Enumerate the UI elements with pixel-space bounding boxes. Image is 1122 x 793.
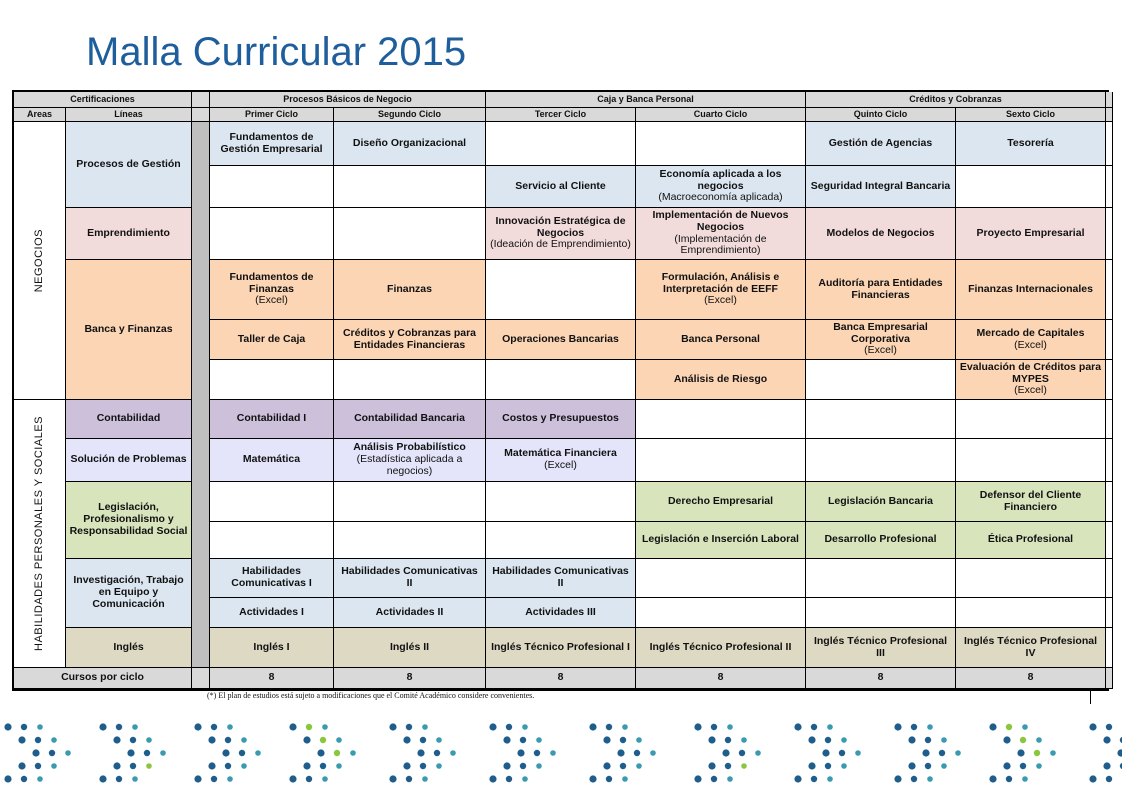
cell-text: Inglés I xyxy=(253,640,290,653)
course-cell xyxy=(636,320,806,360)
course-cell xyxy=(636,400,806,439)
course-cell xyxy=(334,628,486,668)
course-cell xyxy=(806,559,956,598)
course-note: (Ideación de Emprendimiento) xyxy=(490,238,631,251)
course-cell xyxy=(806,360,956,400)
cell-text: Matemática Financiera xyxy=(504,447,617,460)
cell-text: Banca y Finanzas xyxy=(84,322,173,335)
header-group xyxy=(14,92,192,108)
line-7 xyxy=(66,559,192,628)
course-cell xyxy=(210,439,334,482)
course-cell xyxy=(636,598,806,628)
course-cell xyxy=(334,598,486,628)
course-cell xyxy=(334,122,486,166)
cell-text: Seguridad Integral Bancaria xyxy=(810,179,951,192)
course-cell xyxy=(806,522,956,559)
course-cell xyxy=(210,122,334,166)
cell-text: Proyecto Empresarial xyxy=(976,226,1085,239)
cell-text: 8 xyxy=(717,671,724,684)
course-cell xyxy=(334,360,486,400)
course-cell xyxy=(486,360,636,400)
row-tail xyxy=(1106,360,1113,400)
course-cell xyxy=(636,439,806,482)
column-header xyxy=(210,108,334,122)
header-group xyxy=(806,92,1106,108)
course-cell xyxy=(956,208,1106,260)
course-cell xyxy=(956,598,1106,628)
course-cell xyxy=(806,400,956,439)
course-cell xyxy=(956,482,1106,522)
cell-text: Derecho Empresarial xyxy=(667,494,774,507)
course-cell xyxy=(806,208,956,260)
cell-text: Fundamentos de Gestión Empresarial xyxy=(220,130,323,155)
column-header xyxy=(956,108,1106,122)
course-note: (Excel) xyxy=(1014,338,1047,351)
course-cell xyxy=(334,208,486,260)
cell-text: Desarrollo Profesional xyxy=(824,533,937,546)
cell-text: 8 xyxy=(557,671,564,684)
footer-label xyxy=(14,668,192,689)
course-note: (Excel) xyxy=(704,294,737,307)
cell-text: Taller de Caja xyxy=(237,332,306,345)
cell-text: Inglés II xyxy=(389,640,430,653)
course-cell xyxy=(486,559,636,598)
area-label: NEGOCIOS xyxy=(33,228,46,293)
line-4 xyxy=(66,400,192,439)
cell-text: Contabilidad I xyxy=(236,412,307,425)
row-tail xyxy=(1106,559,1113,598)
cell-text: Legislación e Inserción Laboral xyxy=(642,533,799,546)
course-cell xyxy=(334,482,486,522)
cell-text: Finanzas Internacionales xyxy=(968,282,1093,295)
cell-text: Habilidades Comunicativas II xyxy=(492,565,629,589)
course-note: (Implementación de Emprendimiento) xyxy=(674,232,767,257)
line-1 xyxy=(66,122,192,208)
course-cell xyxy=(486,166,636,208)
area-habilidades xyxy=(14,400,66,668)
cell-text: Diseño Organizacional xyxy=(352,136,467,149)
row-tail xyxy=(1106,400,1113,439)
header-spacer xyxy=(192,92,210,108)
row-tail xyxy=(1106,522,1113,559)
course-cell xyxy=(334,260,486,320)
course-cell xyxy=(486,400,636,439)
row-tail xyxy=(1106,122,1113,166)
cell-text: Tercer Ciclo xyxy=(534,109,587,120)
cell-text: Contabilidad xyxy=(96,412,161,425)
course-cell xyxy=(806,320,956,360)
line-3 xyxy=(66,260,192,400)
cell-text: Emprendimiento xyxy=(87,226,170,239)
course-cell xyxy=(806,628,956,668)
cell-text: Habilidades Comunicativas I xyxy=(231,565,312,589)
column-header xyxy=(66,108,192,122)
cell-text: Modelos de Negocios xyxy=(826,226,935,239)
cell-text: Areas xyxy=(26,109,53,120)
course-cell xyxy=(334,522,486,559)
cell-text: 8 xyxy=(406,671,413,684)
course-cell xyxy=(956,559,1106,598)
area-negocios xyxy=(14,122,66,400)
course-cell xyxy=(486,628,636,668)
cell-text: Caja y Banca Personal xyxy=(597,94,694,105)
course-count xyxy=(334,668,486,689)
course-cell xyxy=(956,166,1106,208)
row-tail xyxy=(1106,320,1113,360)
line-6 xyxy=(66,482,192,559)
cell-text: Solución de Problemas xyxy=(70,453,187,466)
cell-text: Inglés Técnico Profesional III xyxy=(813,634,948,659)
cell-text: Operaciones Bancarias xyxy=(502,332,619,345)
header-group xyxy=(486,92,806,108)
course-cell xyxy=(210,360,334,400)
row-tail xyxy=(1106,628,1113,668)
column-header xyxy=(806,108,956,122)
course-cell xyxy=(210,598,334,628)
cell-text: Banca Personal xyxy=(681,332,760,345)
course-cell xyxy=(806,122,956,166)
row-tail xyxy=(1106,260,1113,320)
course-cell xyxy=(334,166,486,208)
cell-text: Tesorería xyxy=(1007,136,1054,149)
course-cell xyxy=(210,400,334,439)
course-cell xyxy=(636,482,806,522)
course-count xyxy=(636,668,806,689)
cell-text: Inglés xyxy=(113,640,144,653)
course-cell xyxy=(636,208,806,260)
course-note: (Excel) xyxy=(255,294,288,307)
course-cell xyxy=(636,122,806,166)
course-cell xyxy=(486,320,636,360)
course-cell xyxy=(956,360,1106,400)
course-cell xyxy=(486,482,636,522)
page-title: Malla Curricular 2015 xyxy=(86,30,467,74)
course-cell xyxy=(486,598,636,628)
cell-text: Costos y Presupuestos xyxy=(502,412,619,425)
area-label: HABILIDADES PERSONALES Y SOCIALES xyxy=(33,416,46,651)
cell-text: Defensor del Cliente Financiero xyxy=(979,488,1082,513)
header-group xyxy=(210,92,486,108)
footer-tail xyxy=(1106,668,1113,689)
cell-text: Primer Ciclo xyxy=(244,109,299,120)
course-cell xyxy=(486,439,636,482)
course-cell xyxy=(486,522,636,559)
cell-text: 8 xyxy=(268,671,275,684)
course-cell xyxy=(636,628,806,668)
column-header xyxy=(486,108,636,122)
cell-text: Inglés Técnico Profesional II xyxy=(649,640,792,653)
cell-text: Actividades II xyxy=(375,605,444,618)
course-cell xyxy=(210,208,334,260)
course-cell xyxy=(210,628,334,668)
cell-text: Implementación de Nuevos Negocios xyxy=(652,209,789,233)
cell-text: Certificaciones xyxy=(70,94,135,105)
course-cell xyxy=(956,122,1106,166)
course-cell xyxy=(636,260,806,320)
course-count xyxy=(956,668,1106,689)
course-cell xyxy=(334,400,486,439)
course-note: (Excel) xyxy=(1014,384,1047,397)
cell-text: Matemática xyxy=(242,453,301,466)
course-cell xyxy=(806,598,956,628)
curriculum-table xyxy=(12,90,1109,691)
row-tail xyxy=(1106,166,1113,208)
footnote: (*) El plan de estudios está sujeto a modificaciones que el Comité Académico considere convenientes. xyxy=(207,691,535,700)
cell-text: Líneas xyxy=(114,109,143,120)
cell-text: Procesos de Gestión xyxy=(76,157,181,170)
column-header xyxy=(636,108,806,122)
course-cell xyxy=(334,320,486,360)
course-cell xyxy=(956,628,1106,668)
course-note: (Excel) xyxy=(544,459,577,471)
cell-text: Créditos y Cobranzas xyxy=(909,94,1002,105)
header-tail xyxy=(1106,92,1113,108)
line-2 xyxy=(66,208,192,260)
course-cell xyxy=(956,400,1106,439)
course-cell xyxy=(210,166,334,208)
chevron-dots-decoration xyxy=(0,715,1122,793)
course-note: (Macroeconomía aplicada) xyxy=(658,191,783,204)
course-cell xyxy=(806,439,956,482)
course-count xyxy=(486,668,636,689)
course-cell xyxy=(956,439,1106,482)
cell-text: Sexto Ciclo xyxy=(1005,109,1055,120)
course-cell xyxy=(636,360,806,400)
course-note: (Estadística aplicada a negocios) xyxy=(356,453,463,477)
course-cell xyxy=(210,260,334,320)
spacer-column xyxy=(192,122,210,668)
cell-text: Cuarto Ciclo xyxy=(693,109,748,120)
cell-text: Legislación Bancaria xyxy=(827,494,934,507)
cell-text: Fundamentos de Finanzas xyxy=(229,270,314,295)
cell-text: Análisis Probabilístico xyxy=(353,441,466,454)
course-cell xyxy=(334,439,486,482)
cell-text: Gestión de Agencias xyxy=(828,136,933,149)
cell-text: Créditos y Cobranzas para Entidades Financieras xyxy=(342,326,477,351)
cell-text: Innovación Estratégica de Negocios xyxy=(495,214,626,239)
course-cell xyxy=(636,166,806,208)
cell-text: Cursos por ciclo xyxy=(61,671,144,684)
course-cell xyxy=(486,260,636,320)
course-cell xyxy=(956,522,1106,559)
cell-text: Banca Empresarial Corporativa xyxy=(833,320,928,345)
course-count xyxy=(806,668,956,689)
cell-text: Quinto Ciclo xyxy=(853,109,908,120)
cell-text: Inglés Técnico Profesional IV xyxy=(963,634,1098,659)
cell-text: Procesos Básicos de Negocio xyxy=(283,94,412,105)
cell-text: Habilidades Comunicativas II xyxy=(341,565,478,589)
cell-text: Ética Profesional xyxy=(987,533,1074,546)
line-8 xyxy=(66,628,192,668)
course-cell xyxy=(210,320,334,360)
course-cell xyxy=(956,260,1106,320)
course-cell xyxy=(210,522,334,559)
cell-text: Auditoría para Entidades Financieras xyxy=(818,276,943,301)
cell-text: Finanzas xyxy=(387,282,432,295)
cell-text: Contabilidad Bancaria xyxy=(354,412,465,425)
course-cell xyxy=(334,559,486,598)
header-tail xyxy=(1106,108,1113,122)
cell-text: Análisis de Riesgo xyxy=(673,372,768,385)
course-cell xyxy=(806,166,956,208)
row-tail xyxy=(1106,439,1113,482)
cell-text: Evaluación de Créditos para MYPES xyxy=(959,360,1102,385)
course-cell xyxy=(210,482,334,522)
footer-spacer xyxy=(192,668,210,689)
cell-text: Legislación, Profesionalismo y Responsabilidad Social xyxy=(69,501,188,537)
row-tail xyxy=(1106,208,1113,260)
course-cell xyxy=(486,208,636,260)
cell-text: Mercado de Capitales xyxy=(976,326,1085,339)
cell-text: 8 xyxy=(877,671,884,684)
course-note: (Excel) xyxy=(864,344,897,357)
course-cell xyxy=(486,122,636,166)
column-header xyxy=(14,108,66,122)
column-header xyxy=(334,108,486,122)
course-cell xyxy=(806,482,956,522)
course-cell xyxy=(210,559,334,598)
course-cell xyxy=(636,522,806,559)
cell-text: Actividades I xyxy=(239,605,304,618)
cell-text: Segundo Ciclo xyxy=(378,109,441,120)
line-5 xyxy=(66,439,192,482)
cell-text: Formulación, Análisis e Interpretación de EEFF xyxy=(661,270,780,295)
cell-text: Investigación, Trabajo en Equipo y Comunicación xyxy=(73,574,184,610)
cell-text: Servicio al Cliente xyxy=(515,179,606,192)
header-spacer xyxy=(192,108,210,122)
cell-text: Actividades III xyxy=(525,605,596,618)
course-cell xyxy=(956,320,1106,360)
row-tail xyxy=(1106,482,1113,522)
cell-text: 8 xyxy=(1027,671,1034,684)
cell-text: Economía aplicada a los negocios xyxy=(659,167,782,192)
course-count xyxy=(210,668,334,689)
course-cell xyxy=(806,260,956,320)
cell-text: Inglés Técnico Profesional I xyxy=(491,640,630,653)
row-tail xyxy=(1106,598,1113,628)
course-cell xyxy=(636,559,806,598)
